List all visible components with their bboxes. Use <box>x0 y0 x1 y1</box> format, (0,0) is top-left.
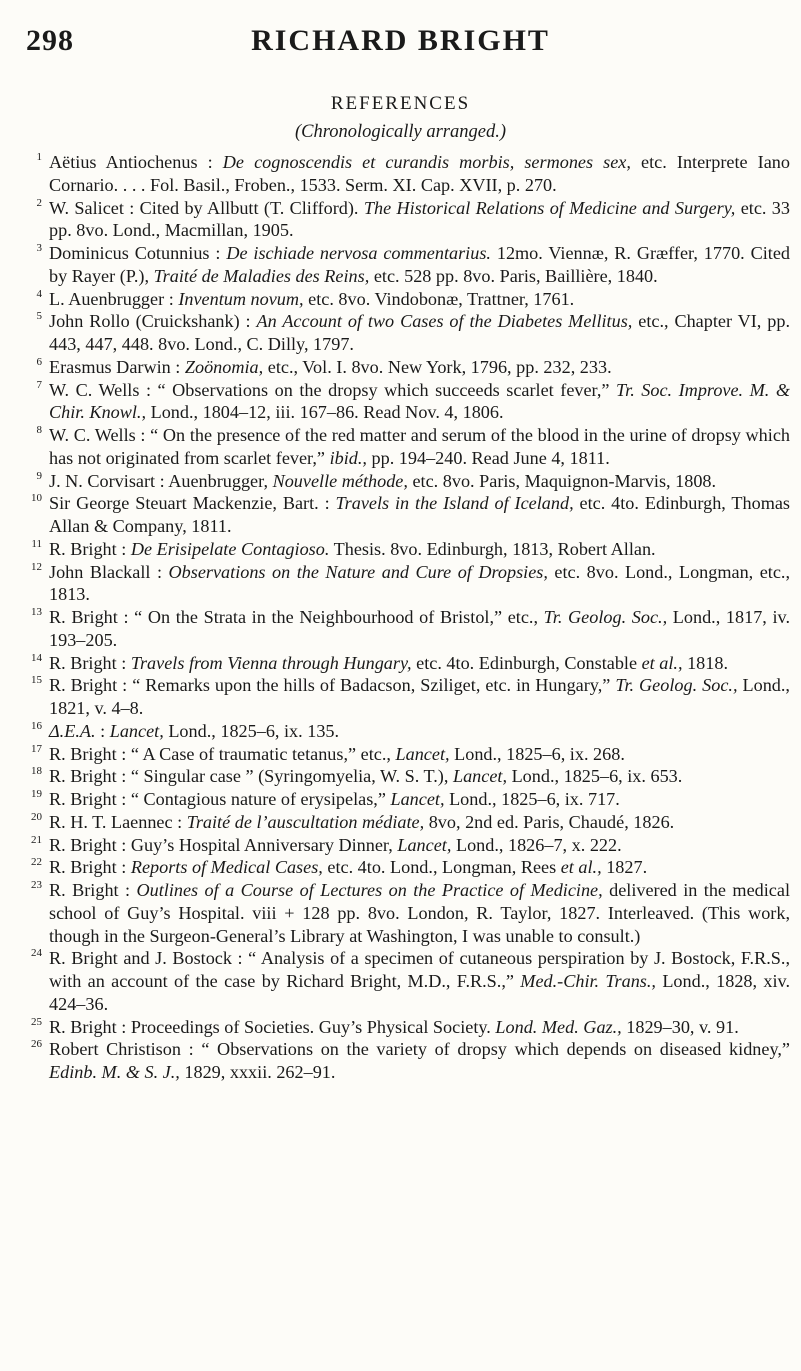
reference-entry <box>20 606 790 652</box>
reference-text: etc. 528 pp. 8vo. Paris, Baillière, 1840. <box>369 265 658 286</box>
reference-italic-text: et al., <box>560 857 602 878</box>
reference-entry <box>20 288 790 311</box>
section-subtitle <box>0 122 801 143</box>
reference-number: 8 <box>36 424 42 436</box>
reference-text: Lond., 1828, xiv. 424–36. <box>49 971 790 1014</box>
reference-italic-text: Nouvelle méthode, <box>272 470 408 491</box>
reference-entry <box>20 492 790 538</box>
reference-italic-text: Lancet, <box>109 720 164 741</box>
reference-entry <box>20 197 790 243</box>
reference-text: : <box>95 720 110 741</box>
reference-text: Lond., 1825–6, ix. 268. <box>449 743 625 764</box>
reference-text: etc. 4to. Edinburgh, Constable <box>411 652 642 673</box>
reference-text: Lond., 1825–6, ix. 135. <box>163 720 340 741</box>
reference-italic-text: Traité de Maladies des Reins, <box>153 265 370 286</box>
reference-number: 7 <box>36 378 42 391</box>
reference-text: R. Bright : “ A Case of traumatic tetanus,” etc., <box>49 743 396 764</box>
reference-number: 5 <box>36 310 42 323</box>
reference-text: R. Bright : “ Singular case ” (Syringomyelia, W. S. T.), <box>49 766 453 787</box>
reference-number: 14 <box>31 651 42 664</box>
reference-italic-text: Tr. Soc. Improve. M. & Chir. Knowl., <box>49 379 791 423</box>
reference-number: 25 <box>31 1015 42 1028</box>
reference-number: 16 <box>31 719 42 732</box>
reference-text: W. C. Wells : “ Observations on the dropsy which succeeds scarlet fever,” <box>49 379 617 400</box>
reference-number: 12 <box>31 560 42 573</box>
reference-text: R. Bright : Guy’s Hospital Anniversary Dinner, <box>49 834 398 855</box>
section-title: REFERENCES <box>330 93 471 114</box>
reference-number: 22 <box>31 856 42 869</box>
reference-number: 21 <box>31 833 42 846</box>
reference-italic-text: Outlines of a Course of Lectures on the Practice of Medicine, <box>136 880 603 900</box>
reference-text: L. Auenbrugger : <box>49 288 179 309</box>
reference-italic-text: Δ.E.A. <box>49 720 96 741</box>
reference-text: Lond., 1821, v. 4–8. <box>49 675 790 718</box>
reference-entry <box>20 743 790 766</box>
reference-italic-text: Inventum novum, <box>178 288 304 309</box>
reference-text: R. Bright : <box>49 538 131 559</box>
reference-number: 26 <box>31 1038 42 1051</box>
reference-text: 12mo. Viennæ, R. Græffer, 1770. Cited by Rayer (P.), <box>49 243 791 286</box>
reference-text: 1829, xxxii. 262–91. <box>179 1062 336 1082</box>
reference-number: 1 <box>36 151 42 163</box>
reference-italic-text: Travels from Vienna through Hungary, <box>130 652 412 673</box>
reference-text: Lond., 1817, iv. 193–205. <box>49 607 790 650</box>
page-number: 298 <box>26 24 74 57</box>
reference-italic-text: Edinb. M. & S. J., <box>49 1062 180 1082</box>
reference-text: etc. 4to. Lond., Longman, Rees <box>322 857 561 878</box>
reference-text: R. Bright : <box>49 880 137 900</box>
reference-text: etc., Vol. I. 8vo. New York, 1796, pp. 232, 233. <box>263 356 612 377</box>
reference-entry <box>20 765 790 788</box>
reference-number: 6 <box>36 355 42 368</box>
reference-number: 20 <box>31 810 42 823</box>
reference-text: Dominicus Cotunnius : <box>49 243 227 263</box>
reference-entry <box>20 879 790 947</box>
reference-italic-text: Reports of Medical Cases, <box>130 857 323 878</box>
reference-italic-text: Zoönomia, <box>184 356 264 377</box>
reference-text: R. Bright : Proceedings of Societies. Guy’s Physical Society. <box>49 1016 496 1037</box>
reference-text: John Blackall : <box>49 561 169 582</box>
reference-text: W. C. Wells : “ On the presence of the red matter and serum of the blood in the urine of dropsy which has not originated from scarlet fever,” <box>49 425 790 468</box>
reference-number: 17 <box>31 742 42 755</box>
reference-text: etc. 8vo. Paris, Maquignon-Marvis, 1808. <box>407 470 717 491</box>
reference-text: John Rollo (Cruickshank) : <box>49 311 257 332</box>
reference-italic-text: De ischiade nervosa commentarius. <box>226 243 491 263</box>
reference-italic-text: Travels in the Island of Iceland, <box>335 493 574 514</box>
reference-entry <box>20 356 790 379</box>
reference-italic-text: An Account of two Cases of the Diabetes Mellitus, <box>256 311 633 332</box>
reference-number: 15 <box>31 674 42 687</box>
reference-number: 10 <box>31 492 42 505</box>
page-header <box>26 24 775 64</box>
reference-number: 4 <box>36 287 42 300</box>
reference-text: etc., Chapter VI, pp. 443, 447, 448. 8vo. Lond., C. Dilly, 1797. <box>49 311 790 354</box>
reference-italic-text: Observations on the Nature and Cure of Dropsies, <box>168 561 548 582</box>
reference-italic-text: ibid., <box>329 447 367 468</box>
reference-text: R. Bright : <box>49 652 131 673</box>
reference-entry <box>20 856 790 879</box>
reference-list <box>20 151 790 1084</box>
reference-text: R. Bright and J. Bostock : “ Analysis of a specimen of cutaneous perspiration by J. Bostock, F.R.S., with an account of the case by Richard Bright, M.D., F.R.S.,” <box>49 948 790 991</box>
reference-text: Aëtius Antiochenus : <box>49 152 223 172</box>
reference-italic-text: Lancet, <box>390 789 445 809</box>
reference-italic-text: et al., <box>641 652 683 673</box>
reference-text: etc. 4to. Edinburgh, Thomas Allan & Company, 1811. <box>49 493 790 536</box>
reference-text: Lond., 1826–7, x. 222. <box>451 834 622 855</box>
reference-entry <box>20 652 790 675</box>
reference-number: 19 <box>31 788 42 800</box>
reference-number: 23 <box>31 879 42 891</box>
reference-italic-text: De cognoscendis et curandis morbis, sermones sex, <box>222 152 631 172</box>
section-subtitle-text: (Chronologically arranged.) <box>294 122 506 142</box>
reference-entry <box>20 379 790 425</box>
reference-entry <box>20 947 790 1015</box>
reference-text: Lond., 1804–12, iii. 167–86. Read Nov. 4, 1806. <box>146 402 504 423</box>
reference-italic-text: Lancet, <box>397 834 452 855</box>
reference-italic-text: Tr. Geolog. Soc., <box>543 607 668 627</box>
reference-italic-text: Traité de l’auscultation médiate, <box>186 811 425 832</box>
reference-text: etc. 33 pp. 8vo. Lond., Macmillan, 1905. <box>49 197 790 241</box>
reference-italic-text: De Erisipelate Contagioso. <box>130 538 330 559</box>
reference-entry <box>20 720 790 743</box>
reference-entry <box>20 151 790 197</box>
reference-text: pp. 194–240. Read June 4, 1811. <box>366 447 610 468</box>
reference-entry <box>20 811 790 834</box>
reference-entry <box>20 242 790 288</box>
reference-number: 11 <box>31 537 42 550</box>
reference-entry <box>20 1016 790 1039</box>
reference-text: etc. 8vo. Lond., Longman, etc., 1813. <box>49 561 791 605</box>
running-title: RICHARD BRIGHT <box>251 24 550 57</box>
reference-text: 1827. <box>601 857 648 878</box>
reference-text: Thesis. 8vo. Edinburgh, 1813, Robert Allan. <box>329 538 656 559</box>
reference-entry <box>20 424 790 470</box>
reference-italic-text: Lond. Med. Gaz., <box>495 1016 622 1037</box>
reference-number: 2 <box>36 196 42 209</box>
reference-text: etc. Interprete Iano Cornario. . . . Fol. Basil., Froben., 1533. Serm. XI. Cap. XVII, p. 270. <box>49 152 790 195</box>
reference-entry <box>20 561 790 607</box>
reference-number: 18 <box>31 765 42 778</box>
reference-number: 13 <box>31 606 42 618</box>
reference-italic-text: Lancet, <box>395 743 450 764</box>
reference-entry <box>20 310 790 356</box>
reference-text: R. Bright : “ On the Strata in the Neighbourhood of Bristol,” etc., <box>49 607 544 627</box>
reference-text: Sir George Steuart Mackenzie, Bart. : <box>49 493 336 514</box>
reference-text: Erasmus Darwin : <box>49 356 185 377</box>
reference-italic-text: Tr. Geolog. Soc., <box>615 675 738 696</box>
reference-text: R. H. T. Laennec : <box>49 811 187 832</box>
reference-entry <box>20 788 790 811</box>
reference-entry <box>20 1038 790 1084</box>
reference-entry <box>20 538 790 561</box>
reference-text: R. Bright : <box>49 857 131 878</box>
reference-text: Lond., 1825–6, ix. 653. <box>507 766 683 787</box>
reference-text: 1829–30, v. 91. <box>621 1016 739 1037</box>
reference-text: Lond., 1825–6, ix. 717. <box>444 789 620 809</box>
reference-number: 24 <box>31 947 42 960</box>
reference-number: 9 <box>36 469 42 482</box>
reference-text: R. Bright : “ Remarks upon the hills of Badacson, Sziliget, etc. in Hungary,” <box>49 675 616 696</box>
reference-entry <box>20 470 790 493</box>
reference-text: 1818. <box>682 652 728 673</box>
reference-text: Robert Christison : “ Observations on the variety of dropsy which depends on diseased kidney,” <box>49 1039 790 1060</box>
reference-text: delivered in the medical school of Guy’s Hospital. viii + 128 pp. 8vo. London, R. Taylor, 1827. Interleaved. (This work, though in the Surgeon-General’s Library at Washington, I was unable to consult.) <box>49 880 790 946</box>
reference-entry <box>20 834 790 857</box>
reference-number: 3 <box>36 242 42 254</box>
reference-text: J. N. Corvisart : Auenbrugger, <box>49 470 273 491</box>
reference-entry <box>20 674 790 720</box>
reference-italic-text: Med.-Chir. Trans., <box>520 971 656 991</box>
reference-text: W. Salicet : Cited by Allbutt (T. Clifford). <box>49 197 364 218</box>
reference-text: 8vo, 2nd ed. Paris, Chaudé, 1826. <box>424 811 675 832</box>
reference-text: etc. 8vo. Vindobonæ, Trattner, 1761. <box>303 288 575 309</box>
reference-italic-text: The Historical Relations of Medicine and Surgery, <box>363 197 736 218</box>
reference-italic-text: Lancet, <box>452 766 508 787</box>
reference-text: R. Bright : “ Contagious nature of erysipelas,” <box>49 789 391 809</box>
